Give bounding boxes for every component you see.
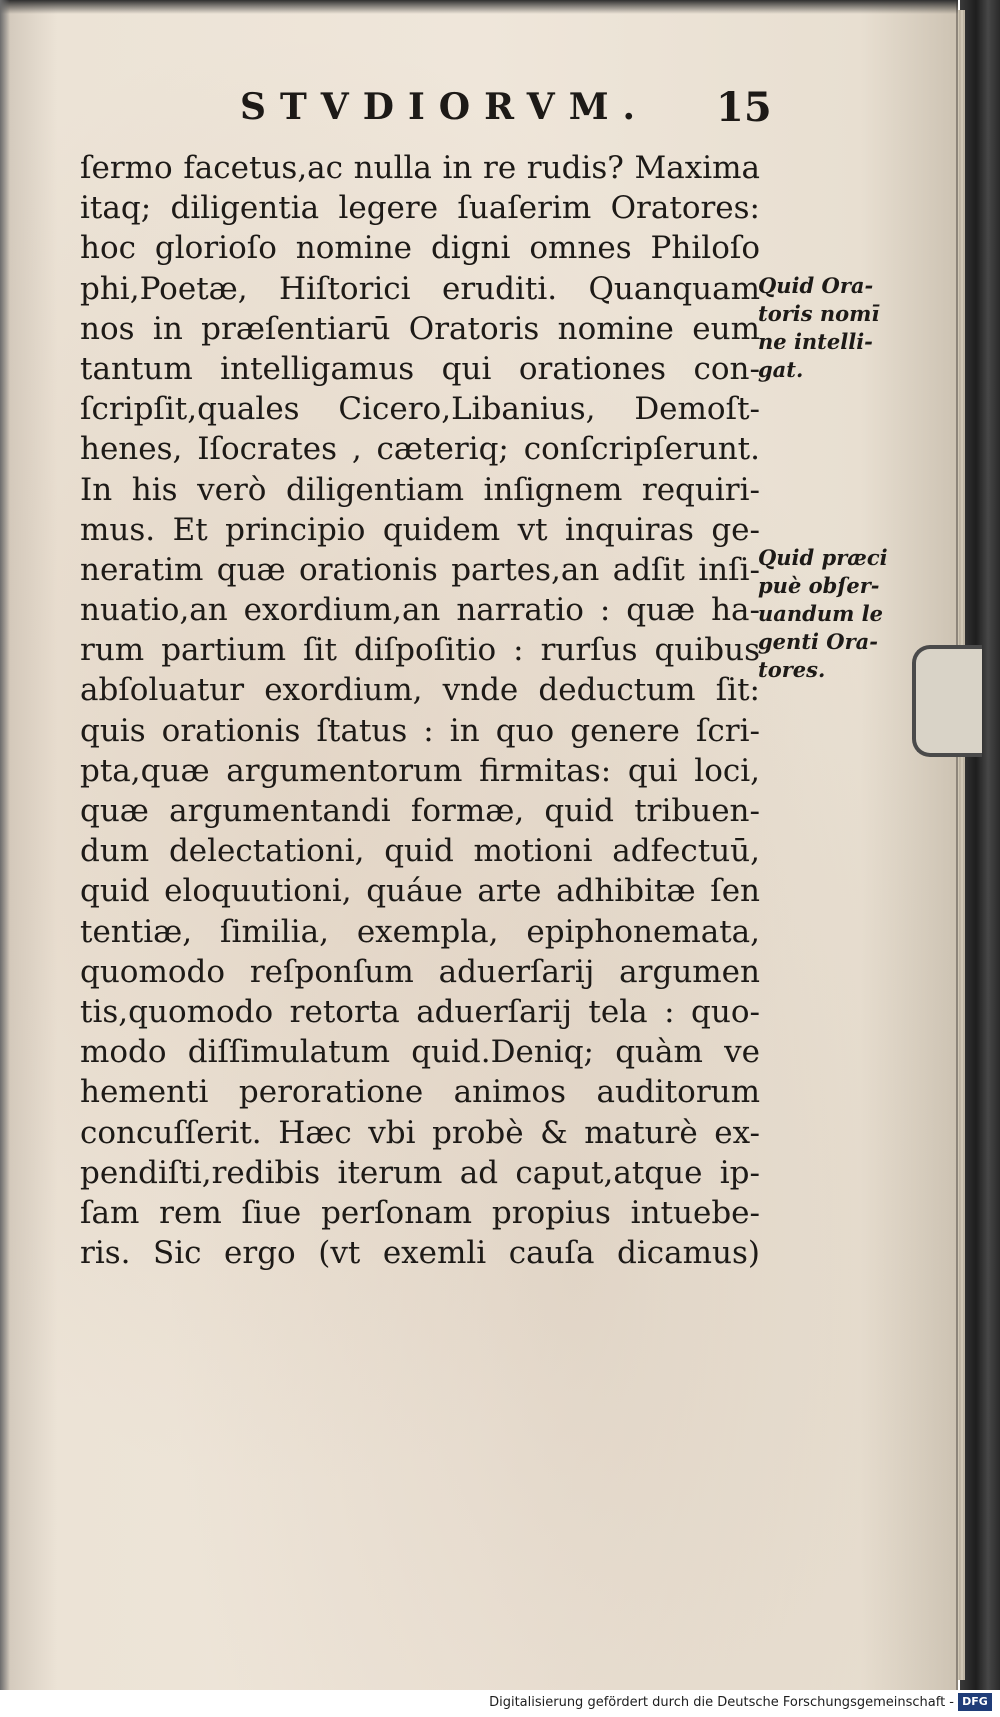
text-line: mus. Et principio quidem vt inquiras ge- <box>80 511 760 548</box>
text-line: phi,Poetæ, Hiſtorici eruditi. Quanquam <box>80 270 760 307</box>
text-line: hementi peroratione animos auditorum <box>80 1074 760 1111</box>
text-line: hoc glorioſo nomine digni omnes Philoſo <box>80 230 760 267</box>
text-line: neratim quæ orationis partes,an adſit inſi- <box>80 551 760 588</box>
page-left-shadow <box>0 0 10 1690</box>
note-line: uandum le <box>758 601 883 626</box>
text-line: tentiæ, ſimilia, exempla, epiphonemata, <box>80 913 760 950</box>
note-line: Quid Ora- <box>758 273 874 298</box>
footer-bar <box>0 1690 1000 1717</box>
marginal-note-orator <box>758 272 908 384</box>
text-line: ſam rem ſiue perſonam propius intuebe- <box>80 1194 760 1231</box>
text-line: quid eloquutioni, quáue arte adhibitæ ſen <box>80 873 760 910</box>
note-line: gat. <box>758 357 804 382</box>
text-line: itaq; diligentia legere ſuaſerim Oratores: <box>80 190 760 227</box>
text-line: modo diſſimulatum quid.Deniq; quàm ve <box>80 1034 760 1071</box>
page-clip-tab <box>912 645 982 757</box>
note-line: Quid præci <box>758 545 888 570</box>
text-line: ſermo facetus,ac nulla in re rudis? Maxima <box>80 150 760 186</box>
note-line: tores. <box>758 657 826 682</box>
text-line: henes, Iſocrates , cæteriq; conſcripſerunt. <box>80 431 760 468</box>
text-line: concuſſerit. Hæc vbi probè & maturè ex- <box>80 1114 760 1151</box>
note-line: puè obſer- <box>758 573 880 598</box>
text-line: nos in præſentiarū Oratoris nomine eum <box>80 310 760 347</box>
page-top-shadow <box>0 0 958 14</box>
text-line: tis,quomodo retorta aduerſarij tela : quo- <box>80 993 760 1030</box>
text-line: In his verò diligentiam inſignem requiri- <box>80 471 760 508</box>
note-line: toris nomī <box>758 301 880 326</box>
text-line: quæ argumentandi formæ, quid tribuen- <box>80 793 760 829</box>
dfg-logo: DFG <box>958 1693 992 1711</box>
text-line: ris. Sic ergo (vt exemli cauſa dicamus) <box>80 1235 760 1272</box>
book-edge <box>960 0 1000 1690</box>
note-line: genti Ora- <box>758 629 878 654</box>
text-line: pta,quæ argumentorum firmitas: qui loci, <box>80 752 760 789</box>
text-line: pendiſti,redibis iterum ad caput,atque ip- <box>80 1154 760 1191</box>
text-line: abſoluatur exordium, vnde deductum ſit: <box>80 672 760 709</box>
page-number: 15 <box>716 84 772 131</box>
note-line: ne intelli- <box>758 329 873 354</box>
text-line: rum partium ſit diſpoſitio : rurſus quibus <box>80 632 760 669</box>
text-line: quis orationis ſtatus : in quo genere ſcri- <box>80 712 760 749</box>
body-text <box>80 148 760 1273</box>
text-line: quomodo reſponſum aduerſarij argumen <box>80 953 760 990</box>
text-line: nuatio,an exordium,an narratio : quæ ha- <box>80 592 760 629</box>
funding-credit: Digitalisierung gefördert durch die Deutsche Forschungsgemeinschaft - <box>489 1695 954 1710</box>
running-head: STVDIORVM. <box>240 86 650 128</box>
text-line: tantum intelligamus qui orationes con- <box>80 350 760 387</box>
text-line: dum delectationi, quid motioni adfectuū, <box>80 833 760 870</box>
text-line: ſcripſit,quales Cicero,Libanius, Demoſt- <box>80 391 760 428</box>
marginal-note-observe <box>758 544 908 684</box>
